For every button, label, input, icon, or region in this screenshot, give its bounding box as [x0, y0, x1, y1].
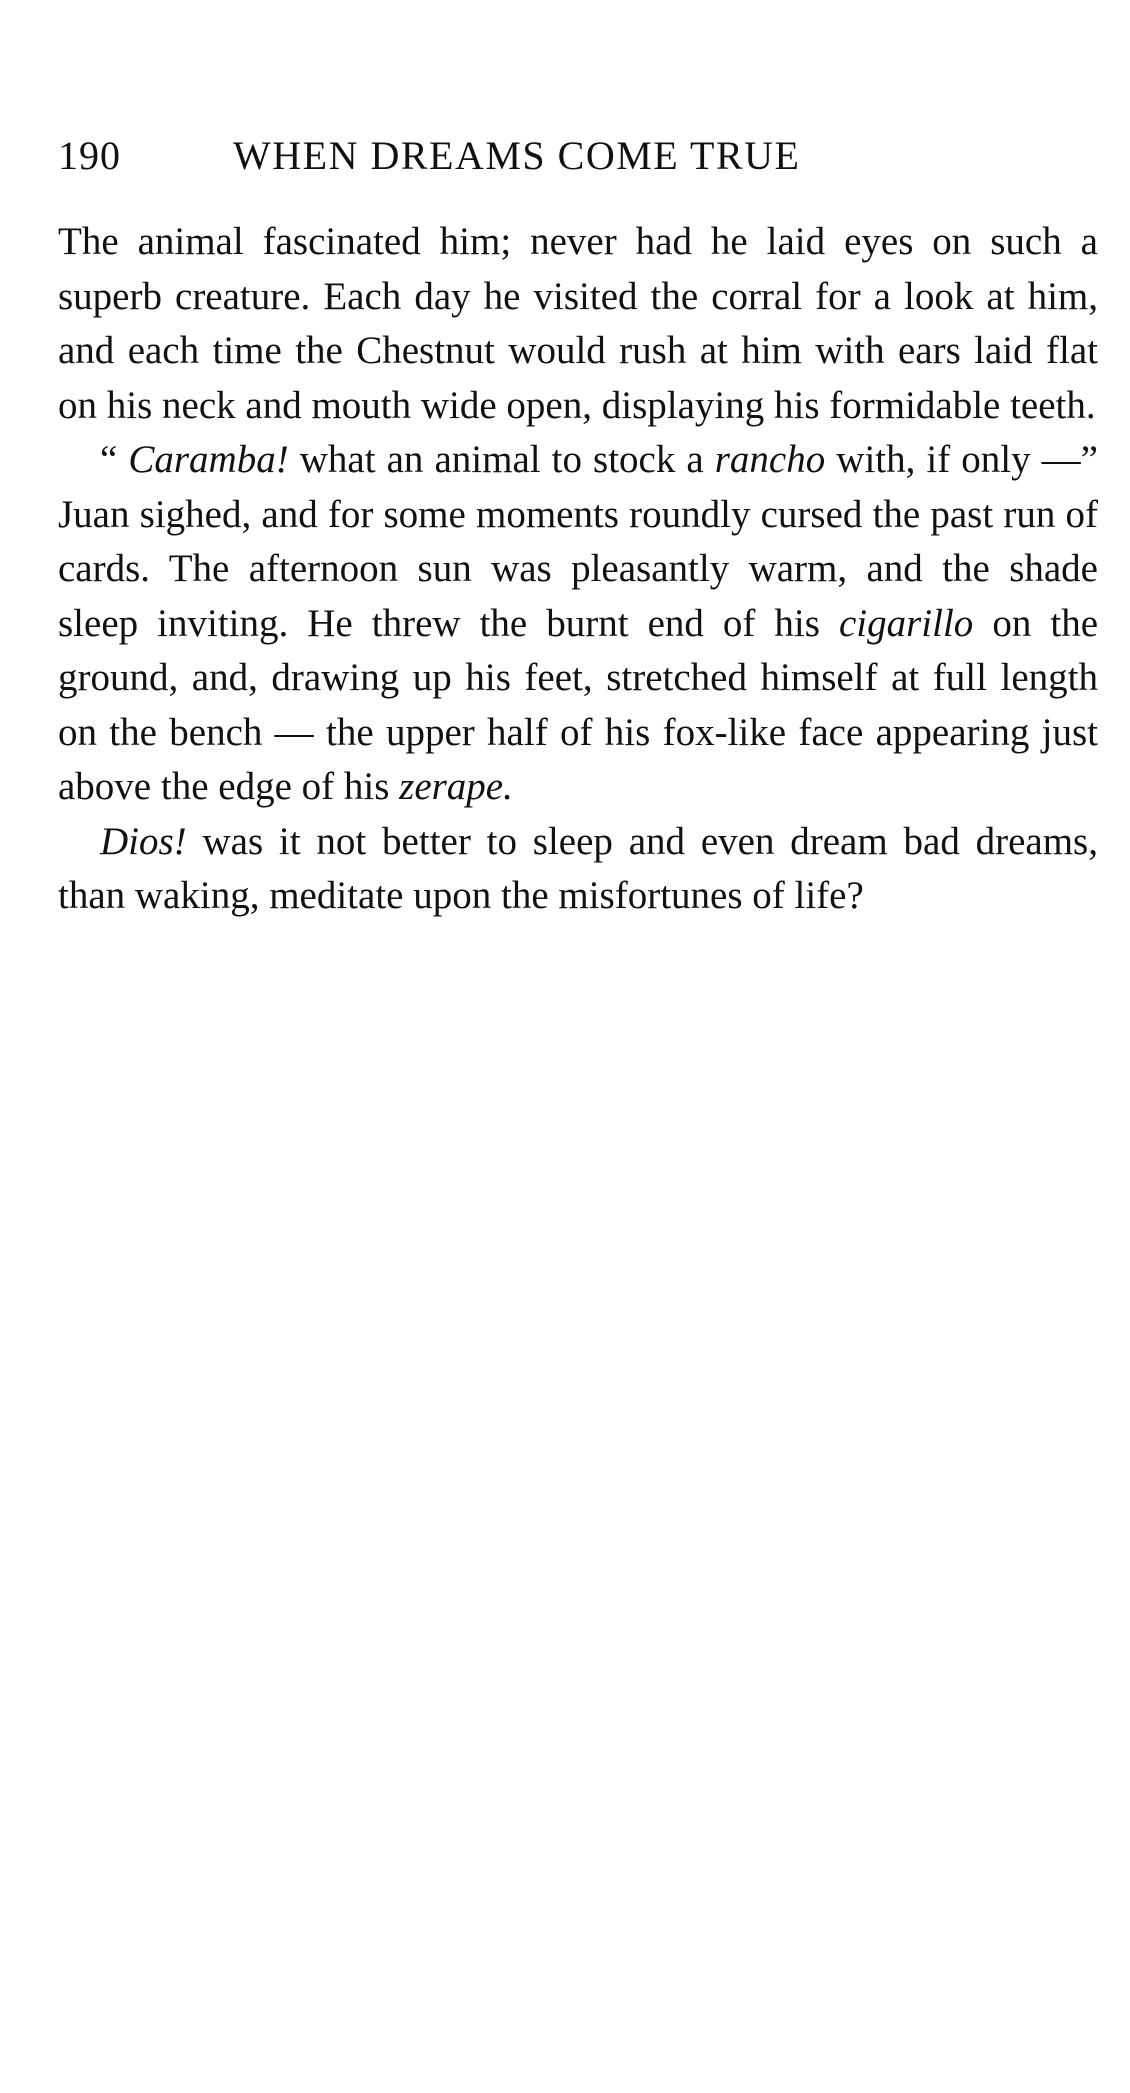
italic-run: Caramba! [128, 438, 289, 481]
italic-run: Dios! [100, 819, 187, 863]
text-run: what an animal to stock a [288, 438, 715, 481]
italic-run: rancho [714, 438, 826, 481]
body-text [58, 215, 1098, 924]
text-run: was it not better to sleep and even dream bad dreams, than waking, meditate upon the misfortunes of life? [58, 819, 1098, 917]
running-head [58, 132, 1098, 179]
text-run: The animal fascinated him; never had he laid eyes on such a superb creature. Each day he visited the corral for a look at him, and each time the Chestnut would rush at him with ears laid flat on his neck and mouth wide open, displaying his formidable teeth. [58, 220, 1098, 427]
text-run: “ [100, 438, 129, 481]
paragraph [58, 433, 1098, 815]
running-title: WHEN DREAMS COME TRUE [233, 133, 801, 178]
paragraph [58, 815, 1098, 924]
paragraph [58, 215, 1098, 433]
page-number: 190 [58, 133, 121, 178]
book-page [58, 132, 1098, 924]
text-run: with, if only —” Juan sighed, and for some moments roundly cursed the past run of cards. The afternoon sun was pleasantly warm, and the shade sleep inviting. He threw the burnt end of his [58, 438, 1098, 645]
italic-run: zerape. [399, 765, 513, 808]
italic-run: cigarillo [838, 601, 974, 645]
text-run: on the ground, and, drawing up his feet, stretched himself at full length on the bench — the upper half of his fox-like face appearing just above the edge of his [58, 601, 1098, 808]
